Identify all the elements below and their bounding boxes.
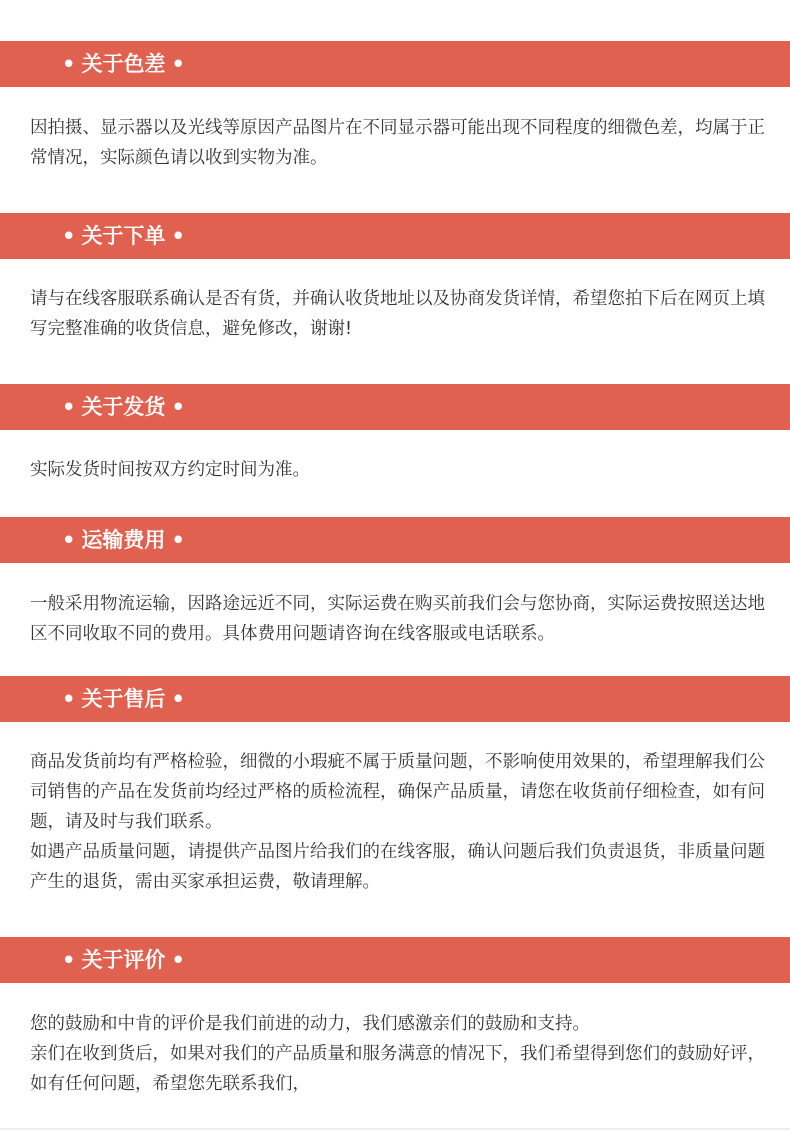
bullet-dot: • bbox=[171, 395, 185, 419]
section-body-freight-cost bbox=[30, 589, 765, 649]
paragraph: 如遇产品质量问题，请提供产品图片给我们的在线客服，确认问题后我们负责退货，非质量问题产生的退货，需由买家承担运费，敬请理解。 bbox=[30, 842, 765, 892]
section-title: 关于评价 bbox=[81, 948, 166, 972]
bullet-dot: • bbox=[171, 948, 185, 972]
bullet-dot: • bbox=[62, 52, 76, 76]
paragraph: 商品发货前均有严格检验，细微的小瑕疵不属于质量问题，不影响使用效果的，希望理解我们公司销售的产品在发货前均经过严格的质检流程，确保产品质量，请您在收货前仔细检查，如有问题，请及时与我们联系。 bbox=[30, 752, 765, 832]
section-body-after-sales bbox=[30, 747, 765, 897]
section-title: 关于售后 bbox=[81, 687, 166, 711]
section-title: 运输费用 bbox=[81, 528, 166, 552]
bullet-dot: • bbox=[62, 395, 76, 419]
section-header-color-difference bbox=[0, 41, 790, 87]
section-title: 关于下单 bbox=[81, 224, 166, 248]
bullet-dot: • bbox=[62, 948, 76, 972]
section-body-shipping bbox=[30, 455, 765, 485]
section-body-reviews bbox=[30, 1009, 765, 1099]
paragraph: 实际发货时间按双方约定时间为准。 bbox=[30, 460, 310, 480]
section-header-reviews bbox=[0, 937, 790, 983]
section-header-freight-cost bbox=[0, 517, 790, 563]
bullet-dot: • bbox=[62, 687, 76, 711]
paragraph: 您的鼓励和中肯的评价是我们前进的动力，我们感激亲们的鼓励和支持。 bbox=[30, 1014, 590, 1034]
section-body-color-difference bbox=[30, 113, 765, 173]
bullet-dot: • bbox=[62, 224, 76, 248]
bottom-divider bbox=[0, 1128, 790, 1130]
paragraph: 请与在线客服联系确认是否有货，并确认收货地址以及协商发货详情，希望您拍下后在网页上填写完整准确的收货信息，避免修改，谢谢! bbox=[30, 289, 765, 339]
section-body-ordering bbox=[30, 284, 765, 344]
bullet-dot: • bbox=[62, 528, 76, 552]
bullet-dot: • bbox=[171, 52, 185, 76]
section-title: 关于色差 bbox=[81, 52, 166, 76]
section-header-after-sales bbox=[0, 676, 790, 722]
bullet-dot: • bbox=[171, 528, 185, 552]
section-title: 关于发货 bbox=[81, 395, 166, 419]
paragraph: 一般采用物流运输，因路途远近不同，实际运费在购买前我们会与您协商，实际运费按照送达地区不同收取不同的费用。具体费用问题请咨询在线客服或电话联系。 bbox=[30, 594, 765, 644]
section-header-shipping bbox=[0, 384, 790, 430]
paragraph: 亲们在收到货后，如果对我们的产品质量和服务满意的情况下，我们希望得到您们的鼓励好评，如有任何问题，希望您先联系我们， bbox=[30, 1044, 765, 1094]
section-header-ordering bbox=[0, 213, 790, 259]
bullet-dot: • bbox=[171, 687, 185, 711]
paragraph: 因拍摄、显示器以及光线等原因产品图片在不同显示器可能出现不同程度的细微色差，均属于正常情况，实际颜色请以收到实物为准。 bbox=[30, 118, 765, 168]
bullet-dot: • bbox=[171, 224, 185, 248]
